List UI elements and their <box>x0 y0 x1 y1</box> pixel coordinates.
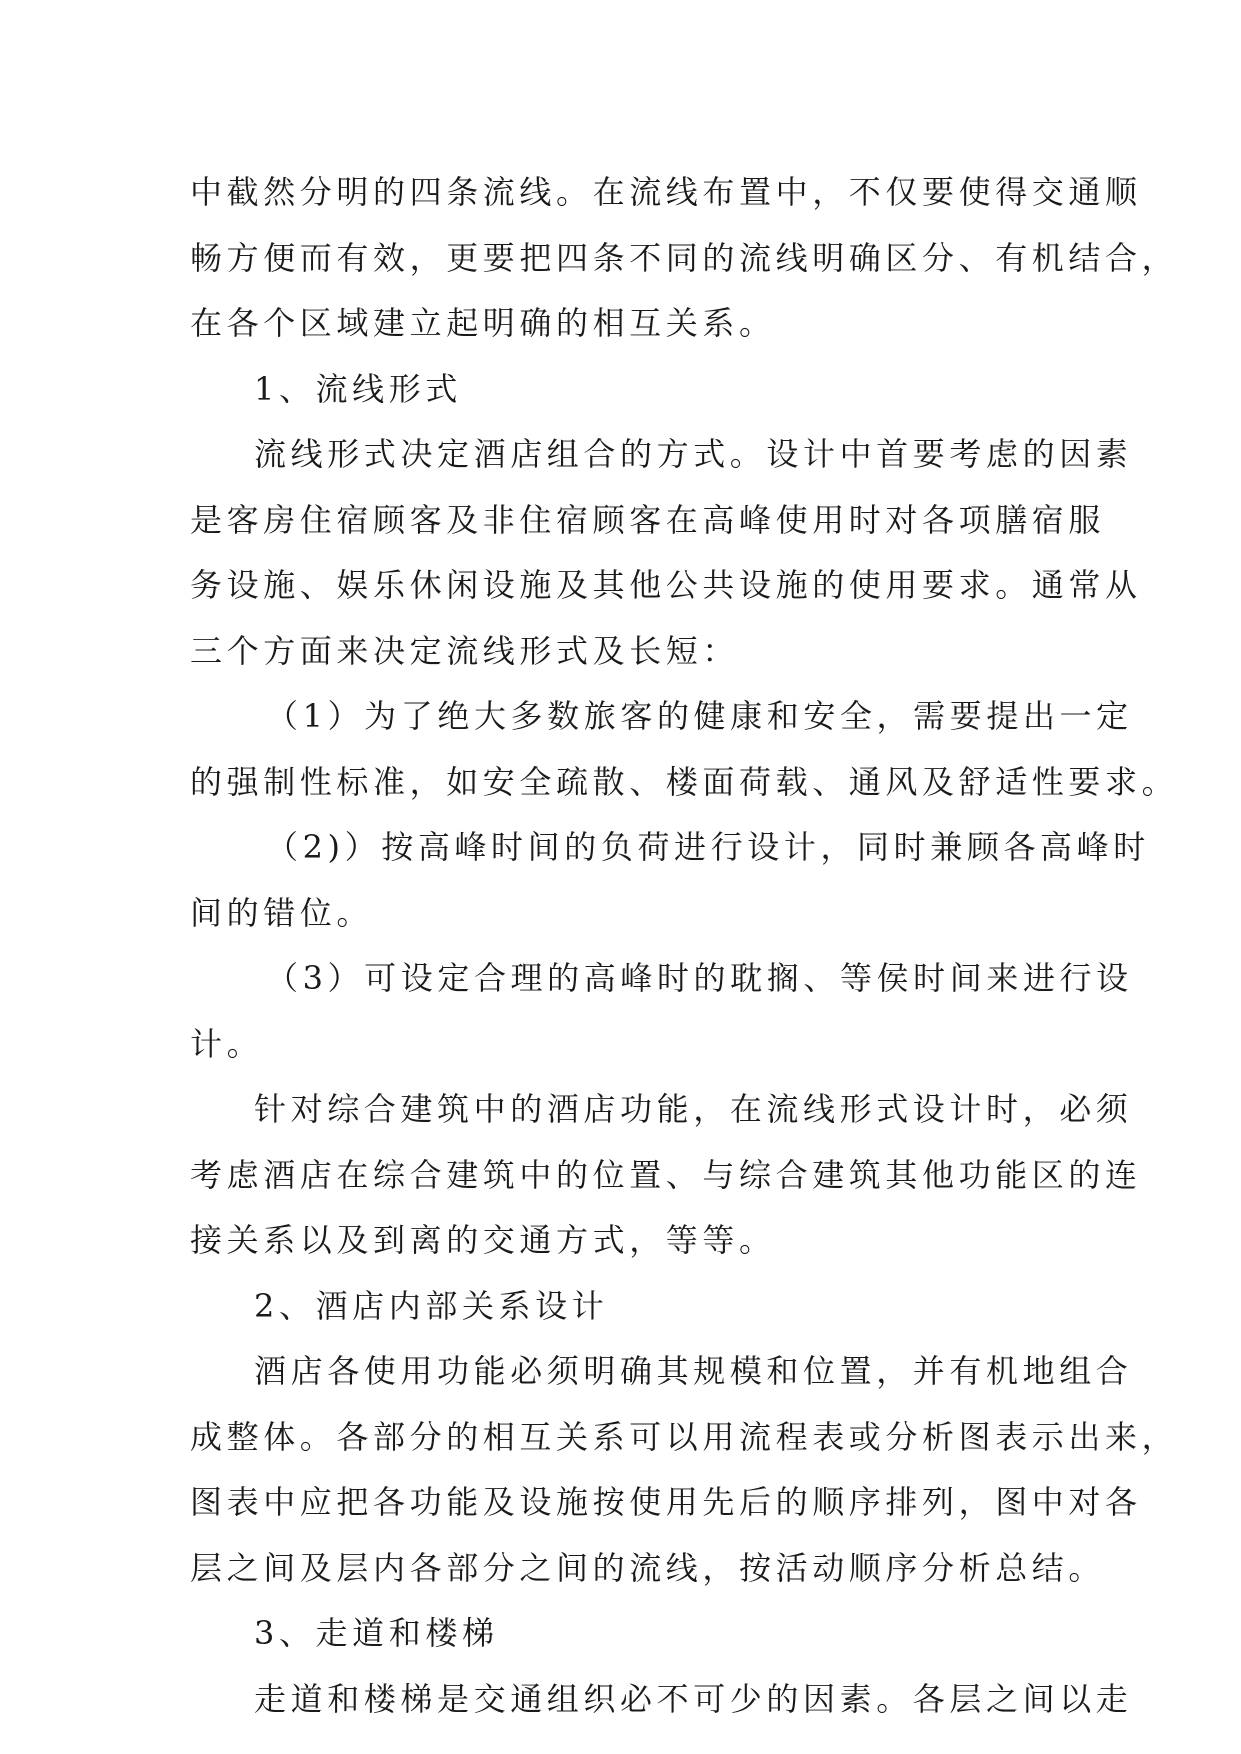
text-line: 酒店各使用功能必须明确其规模和位置，并有机地组合 <box>254 1352 1133 1390</box>
text-line: 在各个区域建立起明确的相互关系。 <box>190 304 776 342</box>
text-line: 接关系以及到离的交通方式，等等。 <box>190 1221 776 1259</box>
text-line: 中截然分明的四条流线。在流线布置中，不仅要使得交通顺 <box>190 173 1142 211</box>
document-body <box>190 160 1179 1732</box>
text-line: 图表中应把各功能及设施按使用先后的顺序排列，图中对各 <box>190 1483 1142 1521</box>
text-line: 务设施、娱乐休闲设施及其他公共设施的使用要求。通常从 <box>190 566 1142 604</box>
text-line: 三个方面来决定流线形式及长短： <box>190 631 740 670</box>
text-line: 是客房住宿顾客及非住宿顾客在高峰使用时对各项膳宿服 <box>190 500 1106 539</box>
text-line: 的强制性标准，如安全疏散、楼面荷载、通风及舒适性要求。 <box>190 762 1179 801</box>
section-heading-2: 2、酒店内部关系设计 <box>254 1286 609 1325</box>
text-line: 针对综合建筑中的酒店功能，在流线形式设计时，必须 <box>254 1090 1133 1128</box>
text-line: 走道和楼梯是交通组织必不可少的因素。各层之间以走 <box>254 1679 1133 1718</box>
text-line: 成整体。各部分的相互关系可以用流程表或分析图表示出来， <box>190 1417 1179 1456</box>
list-item-2: （2)）按高峰时间的负荷进行设计，同时兼顾各高峰时 <box>266 828 1150 866</box>
section-heading-1: 1、流线形式 <box>254 369 462 408</box>
text-line: 流线形式决定酒店组合的方式。设计中首要考虑的因素 <box>254 435 1133 473</box>
text-line: 间的错位。 <box>190 893 374 932</box>
list-item-3: （3）可设定合理的高峰时的耽搁、等侯时间来进行设 <box>266 959 1133 997</box>
text-line: 畅方便而有效，更要把四条不同的流线明确区分、有机结合， <box>190 238 1179 277</box>
section-heading-3: 3、走道和楼梯 <box>254 1614 499 1652</box>
text-line: 计。 <box>190 1024 264 1063</box>
text-line: 考虑酒店在综合建筑中的位置、与综合建筑其他功能区的连 <box>190 1155 1142 1194</box>
text-line: 层之间及层内各部分之间的流线，按活动顺序分析总结。 <box>190 1548 1106 1587</box>
list-item-1: （1）为了绝大多数旅客的健康和安全，需要提出一定 <box>266 697 1133 735</box>
